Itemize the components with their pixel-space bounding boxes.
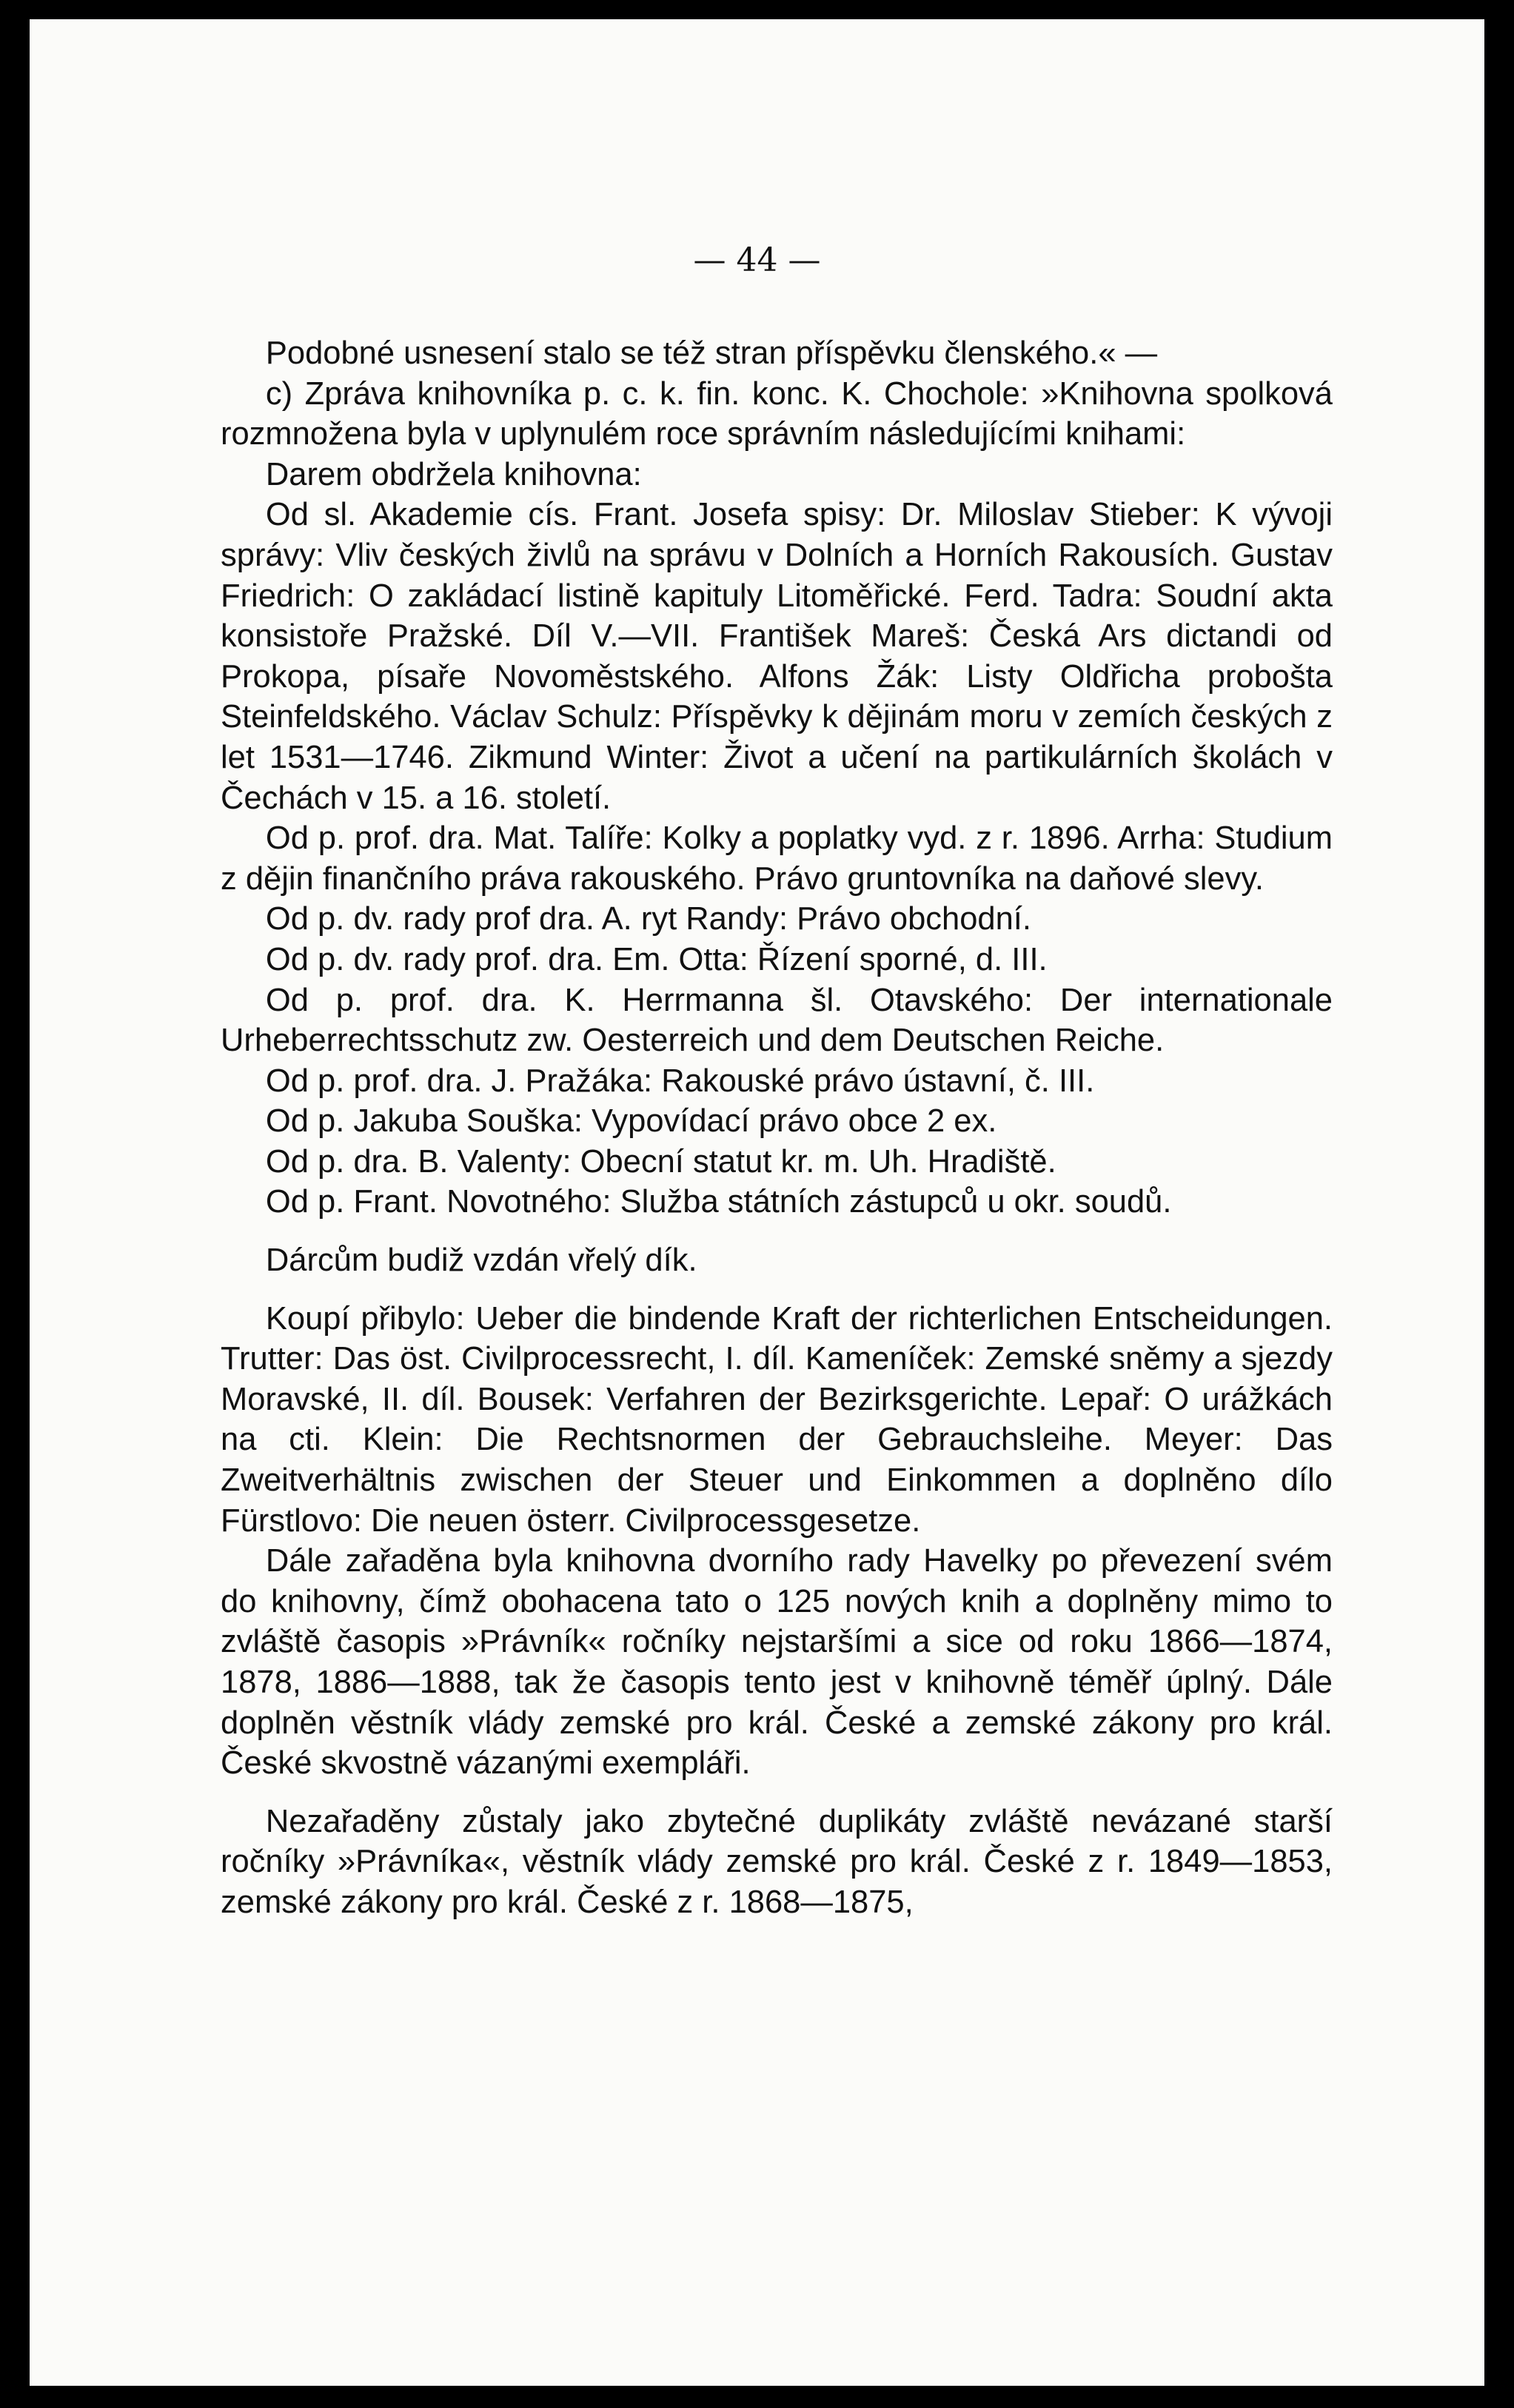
body-text bbox=[221, 333, 1333, 1923]
paragraph: Od p. dra. B. Valenty: Obecní statut kr. m. Uh. Hradiště. bbox=[265, 1143, 1056, 1180]
paragraph: Nezařaděny zůstaly jako zbytečné duplikáty zvláště nevázané starší ročníky »Právníka«, věstník vlády zemské pro král. České z r. 1849—1853, zemské zákony pro král. České z r. 1868—1875, bbox=[221, 1803, 1333, 1920]
paragraph: Podobné usnesení stalo se též stran příspěvku členského.« — bbox=[265, 335, 1158, 371]
paragraph: Od p. prof. dra. Mat. Talíře: Kolky a poplatky vyd. z r. 1896. Arrha: Studium z dějin finančního práva rakouského. Právo gruntovníka na daňové slevy. bbox=[221, 820, 1333, 897]
paragraph: Darem obdržela knihovna: bbox=[265, 456, 642, 492]
paragraph: Od p. dv. rady prof. dra. Em. Otta: Řízení sporné, d. III. bbox=[265, 941, 1048, 977]
paragraph: Koupí přibylo: Ueber die bindende Kraft der richterlichen Entscheidungen. Trutter: Das öst. Civilprocessrecht, I. díl. Kameníček: Zemské sněmy a sjezdy Moravské, II. díl. Bousek: Verfahren der Bezirksgerichte. Lepař: O urážkách na cti. Klein: Die Rechtsnormen der Gebrauchsleihe. Meyer: Das Zweitverhältnis zwischen der Steuer und Einkommen a doplněno dílo Fürstlovo: Die neuen österr. Civilprocessgesetze. bbox=[221, 1300, 1333, 1539]
paragraph: Dárcům budiž vzdán vřelý dík. bbox=[265, 1243, 697, 1279]
paragraph: Od sl. Akademie cís. Frant. Josefa spisy: Dr. Miloslav Stieber: K vývoji správy: Vliv českých živlů na správu v Dolních a Horních Rakousích. Gustav Friedrich: O zakládací listině kapituly Litoměřické. Ferd. Tadra: Soudní akta konsistoře Pražské. Díl V.—VII. František Mareš: Česká Ars dictandi od Prokopa, písaře Novoměstského. Alfons Žák: Listy Oldřicha proboštа Steinfeldského. Václav Schulz: Příspěvky k dějinám moru v zemích českých z let 1531—1746. Zikmund Winter: Život a učení na partikulárních školách v Čechách v 15. a 16. století. bbox=[221, 497, 1333, 816]
page-number: — 44 — bbox=[693, 241, 821, 279]
paragraph: Od p. Jakuba Souška: Vypovídací právo obce 2 ex. bbox=[265, 1103, 997, 1140]
paragraph: Od p. dv. rady prof dra. A. ryt Randy: Právo obchodní. bbox=[265, 901, 1031, 937]
paragraph: Od p. prof. dra. J. Pražáka: Rakouské právo ústavní, č. III. bbox=[265, 1063, 1095, 1099]
paragraph: Dále zařaděna byla knihovna dvorního rady Havelky po převezení svém do knihovny, čímž obohacena tato o 125 nových knih a doplněny mimo to zvláště časopis »Právník« ročníky nejstaršími a sice od roku 1866—1874, 1878, 1886—1888, tak že časopis tento jest v knihovně téměř úplný. Dále doplněn věstník vlády zemské pro král. České a zemské zákony pro král. České skvostně vázanými exempláři. bbox=[221, 1543, 1333, 1782]
paragraph: Od p. prof. dra. K. Herrmanna šl. Otavského: Der internationale Urheberrechtsschutz zw. Oesterreich und dem Deutschen Reiche. bbox=[221, 982, 1333, 1059]
book-page bbox=[30, 19, 1484, 2386]
paragraph: Od p. Frant. Novotného: Služba státních zástupců u okr. soudů. bbox=[265, 1184, 1172, 1220]
paragraph: c) Zpráva knihovníka p. c. k. fin. konc. K. Chochole: »Knihovna spolková rozmnožena byla v uplynulém roce správním následujícími knihami: bbox=[221, 375, 1333, 452]
